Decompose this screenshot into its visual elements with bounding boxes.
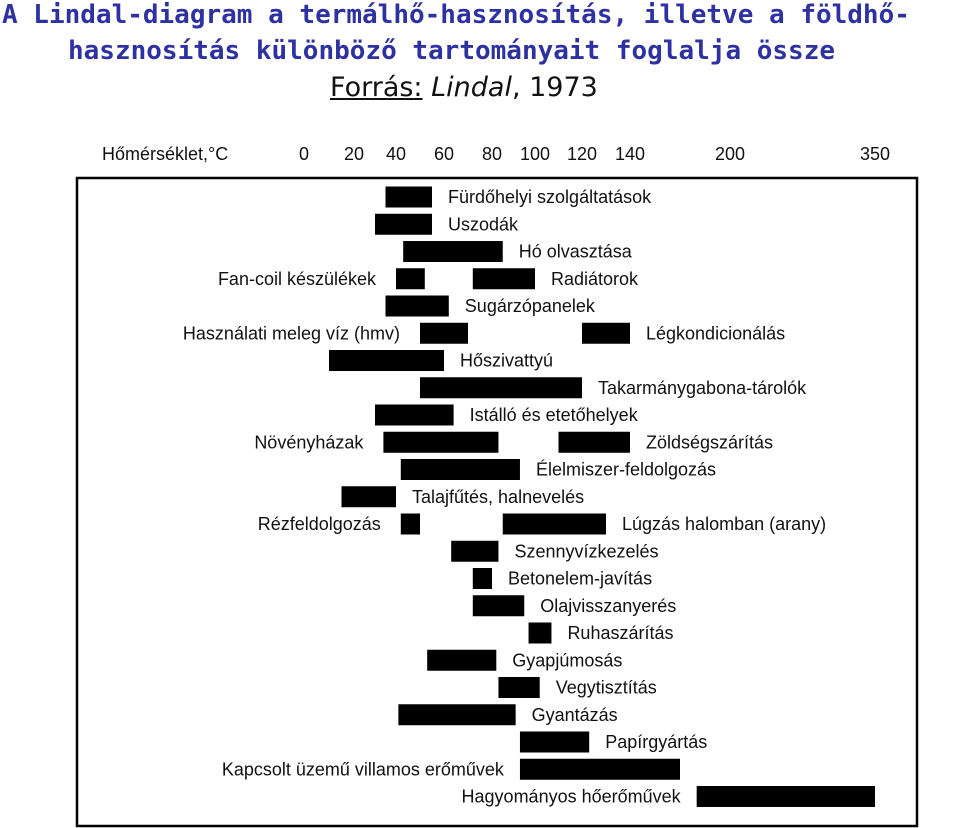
axis-title: Hőmérséklet,°C bbox=[102, 144, 229, 164]
tick-label: 140 bbox=[614, 144, 646, 164]
usage-bar bbox=[396, 268, 425, 289]
usage-label: Zöldségszárítás bbox=[646, 432, 774, 453]
usage-bar bbox=[582, 323, 630, 344]
usage-bar bbox=[401, 459, 520, 480]
usage-label: Kapcsolt üzemű villamos erőművek bbox=[221, 759, 504, 780]
usage-bar bbox=[451, 541, 498, 562]
usage-label: Gyapjúmosás bbox=[512, 650, 623, 671]
usage-left-label: Használati meleg víz (hmv) bbox=[182, 323, 400, 344]
usage-bar bbox=[427, 650, 496, 671]
usage-label: Légkondicionálás bbox=[646, 323, 786, 344]
title-line-1: A Lindal-diagram a termálhő-hasznosítás, illetve a földhő- bbox=[2, 0, 910, 30]
usage-bar bbox=[386, 187, 433, 208]
usage-label: Talajfűtés, halnevelés bbox=[412, 486, 585, 507]
usage-left-label: Fan-coil készülékek bbox=[217, 268, 376, 289]
tick-label: 200 bbox=[714, 144, 746, 164]
usage-bar bbox=[520, 732, 589, 753]
usage-bar bbox=[383, 432, 498, 453]
tick-label: 0 bbox=[298, 144, 310, 164]
usage-label: Lúgzás halomban (arany) bbox=[622, 514, 827, 534]
tick-label: 350 bbox=[859, 144, 891, 164]
usage-label: Fürdőhelyi szolgáltatások bbox=[448, 187, 652, 207]
tick-label: 60 bbox=[433, 144, 455, 164]
tick-label: 100 bbox=[519, 144, 551, 164]
tick-label: 20 bbox=[343, 144, 365, 164]
usage-label: Takarmánygabona-tárolók bbox=[598, 377, 807, 398]
usage-bar bbox=[473, 595, 524, 616]
usage-bar bbox=[420, 323, 468, 344]
usage-bar bbox=[403, 241, 503, 262]
tick-label: 40 bbox=[385, 144, 407, 164]
usage-label: Radiátorok bbox=[551, 268, 639, 289]
usage-label: Uszodák bbox=[448, 214, 519, 235]
usage-bar bbox=[375, 214, 432, 235]
usage-label: Olajvisszanyerés bbox=[540, 595, 677, 616]
usage-label: Betonelem-javítás bbox=[508, 568, 653, 589]
lindal-diagram-chart bbox=[0, 108, 960, 828]
usage-bar bbox=[529, 623, 552, 644]
usage-label: Istálló és etetőhelyek bbox=[469, 405, 638, 425]
usage-label: Élelmiszer-feldolgozás bbox=[535, 459, 717, 480]
usage-bar bbox=[386, 296, 449, 317]
usage-bar bbox=[420, 377, 582, 398]
usage-bar bbox=[398, 704, 515, 725]
usage-bar bbox=[375, 405, 454, 426]
usage-label: Papírgyártás bbox=[605, 732, 708, 752]
usage-label: Hó olvasztása bbox=[518, 241, 632, 262]
usage-bar bbox=[498, 677, 539, 698]
usage-bar bbox=[473, 568, 492, 589]
usage-bar bbox=[329, 350, 444, 371]
temperature-ticks bbox=[299, 144, 890, 164]
source-citation bbox=[330, 72, 598, 104]
usage-left-label: Növényházak bbox=[254, 432, 364, 453]
usage-bar bbox=[520, 759, 680, 780]
tick-label: 80 bbox=[481, 144, 503, 164]
usage-bar bbox=[697, 786, 875, 807]
usage-label: Ruhaszárítás bbox=[567, 623, 674, 643]
usage-label: Szennyvízkezelés bbox=[514, 541, 659, 562]
usage-bar bbox=[401, 514, 420, 535]
title-line-2: hasznosítás különböző tartományait foglalja össze bbox=[68, 36, 836, 66]
usage-bar bbox=[559, 432, 631, 453]
header bbox=[0, 0, 960, 108]
usage-label: Hőszivattyú bbox=[460, 350, 554, 371]
source-year: , 1973 bbox=[511, 72, 598, 103]
usage-left-label: Rézfeldolgozás bbox=[257, 514, 381, 534]
source-author: Lindal bbox=[431, 72, 512, 103]
usage-bar bbox=[473, 268, 535, 289]
usage-label: Gyantázás bbox=[531, 704, 618, 725]
usage-label: Hagyományos hőerőművek bbox=[461, 786, 681, 807]
usage-bar bbox=[342, 486, 397, 507]
tick-label: 120 bbox=[566, 144, 598, 164]
usage-label: Vegytisztítás bbox=[555, 677, 657, 698]
usage-bar bbox=[503, 514, 606, 535]
usage-label: Sugárzópanelek bbox=[464, 296, 595, 316]
source-label: Forrás: bbox=[330, 72, 423, 103]
